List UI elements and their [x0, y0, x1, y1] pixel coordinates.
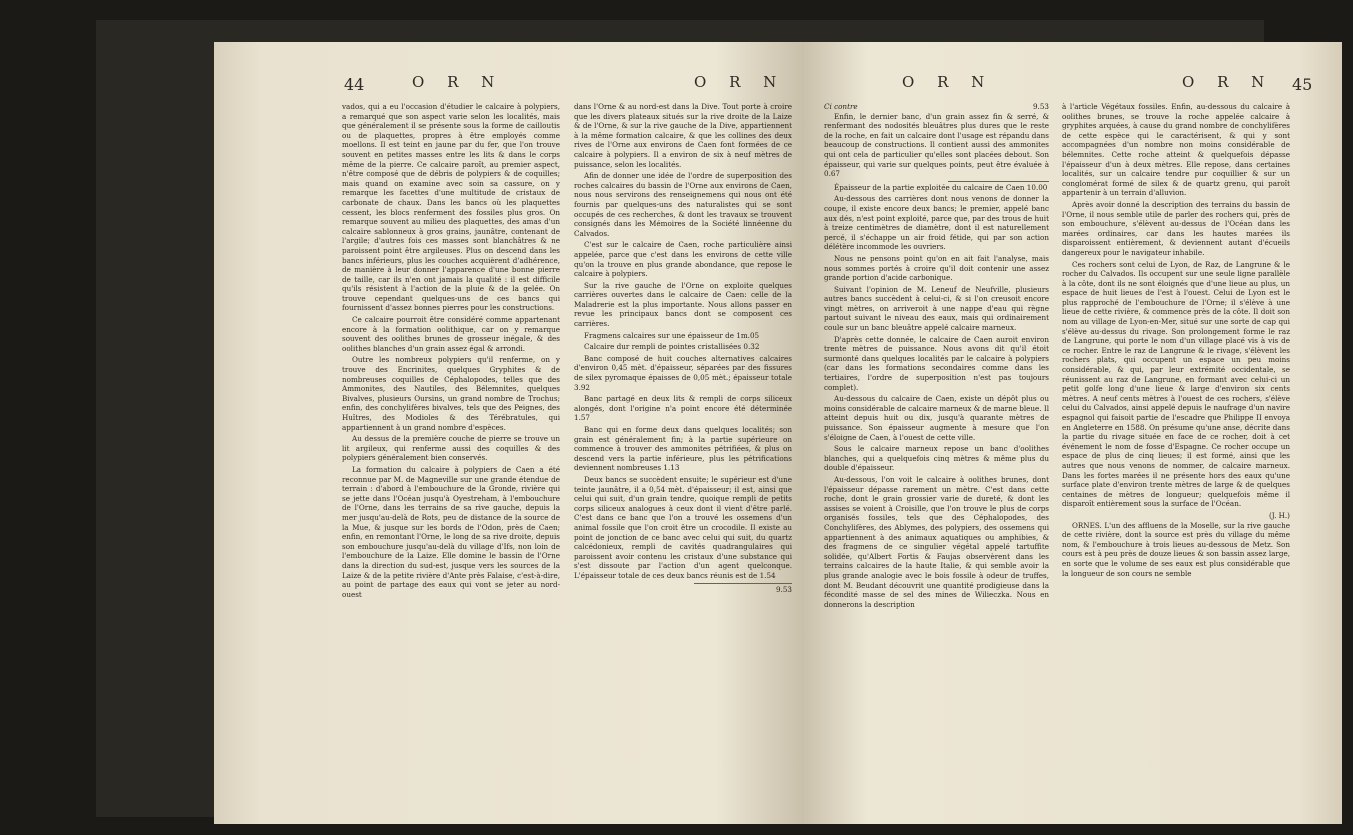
paragraph: ORNES. L'un des affluens de la Moselle, sur la rive gauche de cette rivière, dont la source est près du village du même nom, & l'embouchure à trois lieues au-dessous de Metz. Son cours est à peu près de douze lieues & son bassin assez large, en sorte que le volume de ses eaux est plus considérable que la longueur de son cours ne semble: [1062, 520, 1290, 578]
running-head: O R N: [412, 73, 504, 91]
strata-value: 1.57: [574, 413, 591, 423]
strata-table: [574, 331, 792, 594]
paragraph: Enfin, le dernier banc, d'un grain assez fin & serré, & renfermant des nodosités bleuâtres plus dures que le reste de la roche, en fait un calcaire dont l'usage est répandu dans beaucoup de constructions. Il contient aussi des ammonites qui ont cela de particulier qu'elles sont placées debout. Son épaisseur, qui varie sur quelques points, peut être évaluée à 0.67: [824, 111, 1049, 179]
paragraph: Au-dessous du calcaire de Caen, existe un dépôt plus ou moins considérable de calcaire marneux & de marne bleue. Il atteint depuis huit ou dix, jusqu'à quarante mètres de puissance. Son épaisseur augmente à mesure que l'on s'éloigne de Caen, à l'ouest de cette ville.: [824, 394, 1050, 442]
paragraph: Ce calcaire pourroit être considéré comme appartenant encore à la formation oolithique, car on y remarque souvent des oolithes brunes de grosseur inégale, & des oolithes blanches d'un grain assez égal & arrondi.: [342, 315, 560, 353]
paragraph: Épaisseur de la partie exploitée du calcaire de Caen 10.00: [834, 182, 1048, 192]
carried-value: 9.53: [1032, 102, 1049, 111]
strata-value: 0.67: [824, 169, 841, 179]
page-number: 44: [344, 75, 365, 94]
text-column-4: [1062, 102, 1290, 580]
author-signature: (J. H.): [1268, 510, 1290, 520]
text-column-2: [574, 102, 792, 594]
strata-entry: Fragmens calcaires sur une épaisseur de 1m.05: [584, 330, 760, 340]
book-spread: [96, 20, 1313, 817]
page-number: 45: [1292, 75, 1313, 94]
paragraph: La formation du calcaire à polypiers de Caen a été reconnue par M. de Magneville sur une grande étendue de terrain : d'abord à l'embouchure de la Gronde, rivière qui se jette dans l'Océan jusqu'à Oyestreham, à l'embouchure de l'Orne, dans les terrains de sa rive gauche, depuis la mer jusqu'au-delà de Rots, peu de distance de la source de la Mue, & jusque sur les bords de l'Odon, près de Caen; enfin, en remontant l'Orne, le long de sa rive droite, depuis son embouchure jusqu'au-delà du village d'Ifs, non loin de l'embouchure de la Laize. Elle domine le bassin de l'Orne dans la direction du sud-est, jusque vers les sources de la Laize & de la petite rivière d'Ante près Falaise, c'est-à-dire, au point de partage des eaux qui vont se jeter au nord-ouest: [342, 464, 560, 599]
paragraph: D'après cette donnée, le calcaire de Caen auroit environ trente mètres de puissance. Nous avons dit qu'il étoit surmonté dans quelques localités par le calcaire à polypiers (car dans les formations secondaires comme dans les tertiaires, l'ordre de superposition n'est pas toujours complet).: [824, 334, 1049, 392]
strata-value: 1m.05: [736, 330, 760, 340]
paragraph: Nous ne pensons point qu'on en ait fait l'analyse, mais nous sommes portés à croire qu'il doit contenir une assez grande portion d'acide carbonique.: [824, 253, 1049, 283]
strata-value: 3.92: [574, 382, 591, 392]
paragraph: Ces rochers sont celui de Lyon, de Raz, de Langrune & le rocher du Calvados. Ils occupent sur une seule ligne parallèle à la côte, dont ils ne sont éloignés que d'une lieue au plus, un espace de huit lieues de l'est à l'ouest. Celui de Lyon est le plus rapproché de l'embouchure de l'Orne; il s'élève à une lieue de cette rivière, & commence près de la côte. Il doit son nom au village de Lyon-en-Mer, situé sur une sorte de cap qui s'élève au-dessus du rivage. Son prolongement forme le raz de Langrune, qui porte le nom d'un village placé vis à vis de ce rocher. Entre le raz de Langrune & le rivage, s'élèvent les rochers plats, qui occupent un espace un peu moins considérable, & qui, par leur extrémité occidentale, se réunissent au raz de Langrune, en formant avec celui-ci un petit golfe long d'une lieue & large d'environ six cents mètres. A neuf cents mètres à l'ouest de ces rochers, s'élève celui du Calvados, ainsi appelé depuis le naufrage d'un navire espagnol qui faisoit partie de l'escadre que Philippe II envoya en Angleterre en 1588. On présume qu'une anse, décrite dans la partie du rivage située en face de ce rocher, doit à cet événement le nom de fosse d'Espagne. Ce rocher occupe un espace de plus de cinq lieues; il est formé, ainsi que les autres que nous venons de nommer, de calcaire marneux. Dans les fortes marées il ne présente hors des eaux qu'une surface plate d'environ trente mètres de large & de quelques centaines de mètres de longueur; quelquefois même il disparoît entièrement sous la surface de l'Océan.: [1062, 259, 1290, 509]
paragraph: Au dessus de la première couche de pierre se trouve un lit argileux, qui renferme aussi des coquilles & des polypiers généralement bien conservés.: [342, 434, 560, 463]
strata-value: 1.54: [759, 570, 776, 580]
paragraph: vados, qui a eu l'occasion d'étudier le calcaire à polypiers, a remarqué que son aspect varie selon les localités, mais que généralement il se présente sous la forme de cailloutis ou de plaquettes, propres à être employés comme moellons. Il est teint en jaune par du fer, que l'on trouve souvent en petites masses entre les lits & dans le corps même de la pierre. Ce calcaire paroît, au premier aspect, n'être composé que de débris de polypiers & de coquilles; mais quand on examine avec soin sa cassure, on y remarque les facettes d'une multitude de cristaux de carbonate de chaux. Dans les bancs où les plaquettes cessent, les blocs renferment des fossiles plus gros. On remarque souvent au milieu des plaquettes, des amas d'un calcaire sablonneux à gros grains, jaunâtre, contenant de l'argile; d'autres fois ces masses sont blanchâtres & ne paroissent point être argileuses. Plus on descend dans les bancs inférieurs, plus les couches acquièrent d'adhérence, de manière à leur donner l'apparence d'une bonne pierre de taille, car ils n'en ont jamais la qualité : il est difficile qu'ils résistent à l'action de la pluie & de la gelée. On trouve cependant quelques-uns de ces bancs qui fournissent d'assez bonnes pierres pour les constructions.: [342, 102, 560, 313]
strata-value: 10.00: [1026, 182, 1048, 192]
paragraph: C'est sur le calcaire de Caen, roche particulière ainsi appelée, parce que c'est dans les environs de cette ville qu'on la trouve en plus grande abondance, que repose le calcaire à polypiers.: [574, 240, 792, 279]
paragraph: Suivant l'opinion de M. Leneuf de Neufville, plusieurs autres bancs succèdent à celui-ci, & si l'on creusoit encore vingt mètres, on arriveroit à une nappe d'eau qui règne partout suivant le niveau des eaux, mais qui ordinairement coule sur un banc bleuâtre appelé calcaire marneux.: [824, 284, 1049, 333]
paragraph: Sous le calcaire marneux repose un banc d'oolithes blanches, qui a quelquefois cinq mètres & même plus du double d'épaisseur.: [824, 444, 1049, 473]
strata-entry: Banc qui en forme deux dans quelques localités; son grain est généralement fin; à la partie supérieure on commence à trouver des ammonites pétrifiées, & plus on descend vers la partie inférieure, plus les pétrifications deviennent nombreuses 1.13: [574, 425, 792, 473]
sum-rule: [694, 583, 792, 584]
left-page: [214, 42, 804, 824]
strata-entry: Deux bancs se succèdent ensuite; le supérieur est d'une teinte jaunâtre, il a 0,54 mèt. d'épaisseur; il est, ainsi que celui qui suit, d'un grain tendre, quoique rempli de petits corps siliceux analogues à ceux dont il vient d'être parlé. C'est dans ce banc que l'on a trouvé les ossemens d'un animal fossile que l'on croit être un crocodile. Il existe au point de jonction de ce banc avec celui qui suit, du quartz calcédonieux, rempli de cavités quadrangulaires qui paroissent avoir contenu les cristaux d'une substance qui s'est dissoute par l'action d'un agent quelconque. L'épaisseur totale de ces deux bancs réunis est de 1.54: [574, 474, 792, 580]
strata-entry: Banc composé de huit couches alternatives calcaires d'environ 0,45 mèt. d'épaisseur, séparées par des fissures de silex pyromaque épaisses de 0,05 mèt.; épaisseur totale 3.92: [574, 353, 792, 392]
running-head: O R N: [1182, 73, 1274, 91]
running-head: O R N: [694, 73, 786, 91]
paragraph: Au-dessous, l'on voit le calcaire à oolithes brunes, dont l'épaisseur dépasse rarement un mètre. C'est dans cette roche, dont le grain grossier varie de dureté, & dont les assises se voient à Croisille, que l'on trouve le plus de corps organisés fossiles, tels que des Céphalopodes, des Conchylifères, des Ablymes, des polypiers, des ossemens qui appartiennent à des animaux aquatiques ou amphibies, & des fragmens de ce singulier végétal appelé tartuffite solidée, qu'Albert Fortis & Faujas observèrent dans les terrains calcaires de la haute Italie, & qui semble avoir la plus grande analogie avec le bois fossile à odeur de truffes, dont M. Beudant découvrit une quantité prodigieuse dans la fécondité masse de sel des mines de Wilieczka. Nous en donnerons la description: [824, 474, 1049, 609]
paragraph: Sur la rive gauche de l'Orne on exploite quelques carrières ouvertes dans le calcaire de Caen: celle de la Maladrerie est la plus importante. Nous allons passer en revue les principaux bancs dont se composent ces carrières.: [574, 280, 792, 329]
paragraph: Afin de donner une idée de l'ordre de superposition des roches calcaires du bassin de l'Orne aux environs de Caen, nous nous servirons des renseignemens qui nous ont été fournis par quelques-uns des naturalistes qui se sont occupés de ces recherches, & dont les travaux se trouvent consignés dans les Mémoires de la Société linnéenne du Calvados.: [574, 171, 792, 238]
strata-value: 1.13: [663, 463, 680, 473]
right-page: [802, 42, 1342, 824]
paragraph: Outre les nombreux polypiers qu'il renferme, on y trouve des Encrinites, quelques Gryphites & de nombreuses coquilles de Céphalopodes, telles que des Ammonites, des Nautiles, des Bélemnites, quelques Bivalves, plusieurs Oursins, un grand nombre de Trochus; enfin, des conchylifères bivalves, tels que des Peignes, des Huîtres, des Modioles & des Térébratules, qui appartiennent à un grand nombre d'espèces.: [342, 355, 560, 432]
sum-rule: [948, 181, 1049, 182]
strata-entry: Banc partagé en deux lits & rempli de corps siliceux alongés, dont l'origine n'a point encore été déterminée 1.57: [574, 394, 792, 423]
running-head: O R N: [902, 73, 994, 91]
paragraph: dans l'Orne & au nord-est dans la Dive. Tout porte à croire que les divers plateaux situés sur la rive droite de la Laize & de l'Orne, & sur la rive gauche de la Dive, appartiennent à la même formation calcaire, & que les collines des deux rives de l'Orne aux environs de Caen font formées de ce calcaire à polypiers. Il a environ de six à neuf mètres de puissance, selon les localités.: [574, 102, 792, 169]
strata-total: 9.53: [775, 584, 792, 594]
strata-value: 0.32: [743, 342, 760, 352]
text-column-1: [342, 102, 560, 601]
paragraph: Au-dessous des carrières dont nous venons de donner la coupe, il existe encore deux bancs; le premier, appelé banc aux dés, n'est point exploité, parce que, par des trous de huit à treize centimètres de diamètre, dont il est naturellement percé, il s'échappe un air froid fétide, qui par son action délétère incommode les ouvriers.: [824, 194, 1049, 252]
text-column-3: [824, 102, 1049, 611]
strata-entry: Calcaire dur rempli de pointes cristallisées 0.32: [584, 342, 760, 352]
paragraph: Après avoir donné la description des terrains du bassin de l'Orne, il nous semble utile de parler des rochers qui, près de son embouchure, s'élèvent au-dessus de l'Océan dans les marées ordinaires, car dans les hautes marées ils disparoissent entièrement, & deviennent autant d'écueils dangereux pour le navigateur inhabile.: [1062, 199, 1290, 257]
paragraph: à l'article Végétaux fossiles. Enfin, au-dessous du calcaire à oolithes brunes, se trouve la roche appelée calcaire à gryphites arquées, à cause du grand nombre de conchylifères de cette espèce qui le caractérisent, & qui y sont accompagnées d'un nombre non moins considérable de bélemnites. Cette roche atteint & quelquefois dépasse l'épaisseur d'un à deux mètres. Elle repose, dans certaines localités, sur un calcaire tendre pur coquillier & sur un conglomérat formé de silex & de quartz grenu, qui paroît appartenir à un terrain d'alluvion.: [1062, 102, 1290, 198]
carried-total: Ci contre 9.53: [824, 102, 1049, 111]
